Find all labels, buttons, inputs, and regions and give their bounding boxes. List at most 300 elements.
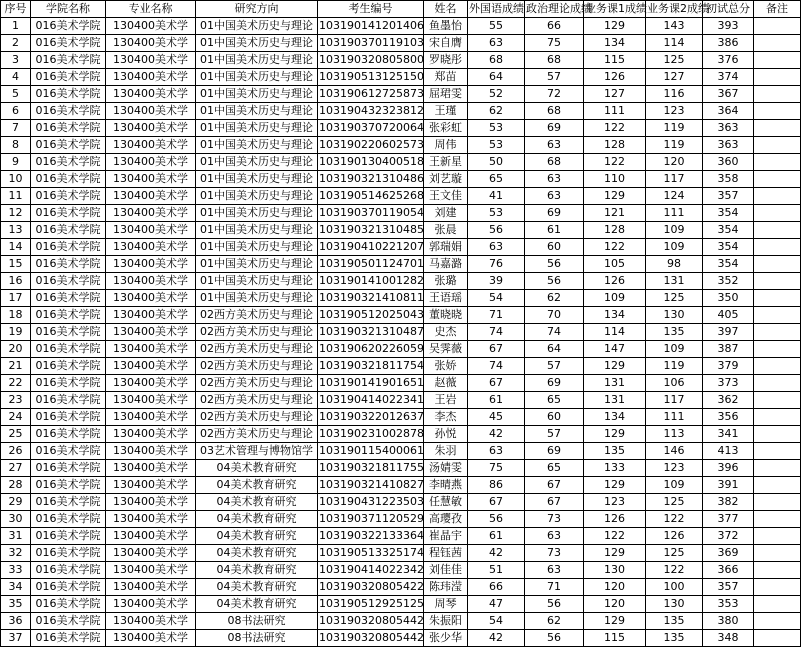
cell-name: 崔晶宇	[424, 528, 468, 545]
cell-politics: 56	[525, 256, 584, 273]
cell-name: 高璎孜	[424, 511, 468, 528]
cell-major: 130400美术学	[106, 579, 196, 596]
cell-direction: 02西方美术历史与理论	[196, 426, 318, 443]
cell-foreign-language: 53	[468, 137, 525, 154]
cell-course1: 134	[584, 307, 646, 324]
cell-college: 016美术学院	[31, 307, 106, 324]
cell-direction: 01中国美术历史与理论	[196, 222, 318, 239]
cell-exam-id: 103190321310486	[318, 171, 424, 188]
cell-direction: 04美术教育研究	[196, 494, 318, 511]
cell-direction: 01中国美术历史与理论	[196, 86, 318, 103]
cell-direction: 02西方美术历史与理论	[196, 392, 318, 409]
cell-course1: 126	[584, 273, 646, 290]
cell-foreign-language: 61	[468, 528, 525, 545]
cell-college: 016美术学院	[31, 409, 106, 426]
cell-foreign-language: 63	[468, 443, 525, 460]
cell-major: 130400美术学	[106, 137, 196, 154]
cell-direction: 04美术教育研究	[196, 460, 318, 477]
cell-direction: 02西方美术历史与理论	[196, 358, 318, 375]
cell-politics: 69	[525, 443, 584, 460]
cell-remark	[754, 613, 801, 630]
cell-course1: 131	[584, 375, 646, 392]
cell-major: 130400美术学	[106, 460, 196, 477]
cell-remark	[754, 460, 801, 477]
cell-course2: 100	[646, 579, 703, 596]
cell-exam-id: 103190321410811	[318, 290, 424, 307]
col-header-politics: 政治理论成绩	[525, 1, 584, 18]
cell-major: 130400美术学	[106, 477, 196, 494]
cell-index: 10	[1, 171, 31, 188]
cell-exam-id: 103190512925125	[318, 596, 424, 613]
cell-course2: 146	[646, 443, 703, 460]
cell-total: 369	[703, 545, 754, 562]
cell-foreign-language: 67	[468, 341, 525, 358]
cell-name: 王瑾	[424, 103, 468, 120]
cell-name: 孙悦	[424, 426, 468, 443]
cell-name: 张少华	[424, 630, 468, 647]
cell-politics: 68	[525, 52, 584, 69]
cell-remark	[754, 358, 801, 375]
table-body	[1, 18, 801, 647]
cell-college: 016美术学院	[31, 341, 106, 358]
cell-total: 352	[703, 273, 754, 290]
cell-name: 宋自膺	[424, 35, 468, 52]
cell-major: 130400美术学	[106, 154, 196, 171]
cell-course2: 135	[646, 324, 703, 341]
cell-college: 016美术学院	[31, 205, 106, 222]
cell-major: 130400美术学	[106, 171, 196, 188]
table-row	[1, 511, 801, 528]
cell-college: 016美术学院	[31, 511, 106, 528]
cell-course1: 129	[584, 188, 646, 205]
cell-course1: 126	[584, 511, 646, 528]
cell-foreign-language: 41	[468, 188, 525, 205]
cell-exam-id: 103190612725873	[318, 86, 424, 103]
cell-remark	[754, 528, 801, 545]
cell-foreign-language: 45	[468, 409, 525, 426]
cell-remark	[754, 443, 801, 460]
cell-name: 朱振阳	[424, 613, 468, 630]
cell-course2: 109	[646, 477, 703, 494]
cell-remark	[754, 375, 801, 392]
cell-major: 130400美术学	[106, 613, 196, 630]
cell-total: 356	[703, 409, 754, 426]
cell-course2: 131	[646, 273, 703, 290]
cell-exam-id: 103190321410827	[318, 477, 424, 494]
col-header-exam-id: 考生编号	[318, 1, 424, 18]
cell-name: 屈珺雯	[424, 86, 468, 103]
col-header-course2: 业务课2成绩	[646, 1, 703, 18]
cell-foreign-language: 56	[468, 511, 525, 528]
cell-politics: 65	[525, 460, 584, 477]
cell-course2: 117	[646, 171, 703, 188]
table-row	[1, 188, 801, 205]
cell-major: 130400美术学	[106, 120, 196, 137]
cell-politics: 73	[525, 511, 584, 528]
cell-major: 130400美术学	[106, 426, 196, 443]
cell-foreign-language: 63	[468, 35, 525, 52]
cell-exam-id: 103190512025043	[318, 307, 424, 324]
cell-foreign-language: 56	[468, 222, 525, 239]
cell-course1: 123	[584, 494, 646, 511]
cell-index: 7	[1, 120, 31, 137]
cell-index: 34	[1, 579, 31, 596]
cell-exam-id: 103190322133364	[318, 528, 424, 545]
cell-foreign-language: 65	[468, 171, 525, 188]
cell-index: 25	[1, 426, 31, 443]
cell-name: 周伟	[424, 137, 468, 154]
cell-college: 016美术学院	[31, 239, 106, 256]
cell-direction: 01中国美术历史与理论	[196, 290, 318, 307]
cell-course1: 129	[584, 545, 646, 562]
cell-direction: 01中国美术历史与理论	[196, 256, 318, 273]
cell-college: 016美术学院	[31, 273, 106, 290]
table-row	[1, 562, 801, 579]
table-row	[1, 52, 801, 69]
cell-foreign-language: 68	[468, 52, 525, 69]
cell-foreign-language: 50	[468, 154, 525, 171]
table-row	[1, 69, 801, 86]
cell-direction: 02西方美术历史与理论	[196, 409, 318, 426]
table-row	[1, 341, 801, 358]
cell-college: 016美术学院	[31, 18, 106, 35]
cell-remark	[754, 205, 801, 222]
table-row	[1, 35, 801, 52]
table-row	[1, 256, 801, 273]
cell-course2: 109	[646, 239, 703, 256]
cell-name: 刘艺璇	[424, 171, 468, 188]
cell-course2: 125	[646, 290, 703, 307]
cell-name: 任慧敏	[424, 494, 468, 511]
cell-major: 130400美术学	[106, 239, 196, 256]
cell-index: 11	[1, 188, 31, 205]
cell-direction: 01中国美术历史与理论	[196, 154, 318, 171]
cell-major: 130400美术学	[106, 511, 196, 528]
cell-total: 354	[703, 256, 754, 273]
col-header-name: 姓名	[424, 1, 468, 18]
cell-remark	[754, 426, 801, 443]
cell-remark	[754, 630, 801, 647]
cell-politics: 62	[525, 290, 584, 307]
cell-politics: 68	[525, 154, 584, 171]
cell-total: 350	[703, 290, 754, 307]
cell-index: 8	[1, 137, 31, 154]
cell-index: 12	[1, 205, 31, 222]
cell-course1: 130	[584, 562, 646, 579]
cell-course2: 111	[646, 205, 703, 222]
cell-total: 362	[703, 392, 754, 409]
cell-exam-id: 103190130400518	[318, 154, 424, 171]
table-row	[1, 171, 801, 188]
cell-remark	[754, 596, 801, 613]
cell-total: 367	[703, 86, 754, 103]
cell-politics: 65	[525, 392, 584, 409]
table-row	[1, 324, 801, 341]
cell-index: 36	[1, 613, 31, 630]
cell-index: 21	[1, 358, 31, 375]
cell-major: 130400美术学	[106, 358, 196, 375]
cell-direction: 01中国美术历史与理论	[196, 205, 318, 222]
cell-course1: 122	[584, 239, 646, 256]
cell-politics: 60	[525, 409, 584, 426]
cell-name: 王岩	[424, 392, 468, 409]
table-row	[1, 307, 801, 324]
cell-remark	[754, 273, 801, 290]
cell-total: 393	[703, 18, 754, 35]
cell-major: 130400美术学	[106, 205, 196, 222]
cell-major: 130400美术学	[106, 324, 196, 341]
cell-total: 353	[703, 596, 754, 613]
cell-college: 016美术学院	[31, 120, 106, 137]
cell-major: 130400美术学	[106, 188, 196, 205]
cell-remark	[754, 188, 801, 205]
cell-exam-id: 103190321310485	[318, 222, 424, 239]
cell-major: 130400美术学	[106, 103, 196, 120]
cell-remark	[754, 477, 801, 494]
cell-index: 24	[1, 409, 31, 426]
cell-course1: 129	[584, 613, 646, 630]
table-row	[1, 426, 801, 443]
cell-direction: 04美术教育研究	[196, 596, 318, 613]
cell-course1: 115	[584, 630, 646, 647]
cell-direction: 02西方美术历史与理论	[196, 324, 318, 341]
cell-exam-id: 103190513125150	[318, 69, 424, 86]
cell-major: 130400美术学	[106, 375, 196, 392]
cell-name: 陈玮滢	[424, 579, 468, 596]
cell-course2: 123	[646, 103, 703, 120]
cell-course1: 126	[584, 69, 646, 86]
cell-major: 130400美术学	[106, 307, 196, 324]
cell-remark	[754, 239, 801, 256]
cell-name: 马嘉潞	[424, 256, 468, 273]
cell-politics: 69	[525, 205, 584, 222]
cell-total: 387	[703, 341, 754, 358]
cell-college: 016美术学院	[31, 324, 106, 341]
table-row	[1, 494, 801, 511]
cell-remark	[754, 52, 801, 69]
table-row	[1, 375, 801, 392]
cell-politics: 63	[525, 137, 584, 154]
cell-remark	[754, 562, 801, 579]
cell-major: 130400美术学	[106, 35, 196, 52]
cell-college: 016美术学院	[31, 290, 106, 307]
cell-course2: 106	[646, 375, 703, 392]
cell-index: 1	[1, 18, 31, 35]
cell-index: 29	[1, 494, 31, 511]
cell-course1: 127	[584, 86, 646, 103]
cell-major: 130400美术学	[106, 545, 196, 562]
cell-exam-id: 103190321310487	[318, 324, 424, 341]
cell-index: 35	[1, 596, 31, 613]
cell-name: 程钰茜	[424, 545, 468, 562]
cell-major: 130400美术学	[106, 273, 196, 290]
cell-total: 366	[703, 562, 754, 579]
cell-total: 364	[703, 103, 754, 120]
cell-index: 33	[1, 562, 31, 579]
cell-direction: 01中国美术历史与理论	[196, 35, 318, 52]
cell-course2: 135	[646, 613, 703, 630]
cell-course1: 147	[584, 341, 646, 358]
cell-direction: 01中国美术历史与理论	[196, 18, 318, 35]
cell-total: 360	[703, 154, 754, 171]
cell-index: 19	[1, 324, 31, 341]
cell-foreign-language: 42	[468, 630, 525, 647]
cell-remark	[754, 256, 801, 273]
cell-total: 354	[703, 222, 754, 239]
cell-name: 董晓晓	[424, 307, 468, 324]
cell-name: 周琴	[424, 596, 468, 613]
cell-name: 朱羽	[424, 443, 468, 460]
cell-course1: 121	[584, 205, 646, 222]
cell-course2: 122	[646, 511, 703, 528]
cell-politics: 63	[525, 562, 584, 579]
cell-politics: 74	[525, 324, 584, 341]
cell-name: 刘佳佳	[424, 562, 468, 579]
cell-remark	[754, 545, 801, 562]
cell-course2: 125	[646, 52, 703, 69]
table-row	[1, 120, 801, 137]
cell-remark	[754, 171, 801, 188]
col-header-index: 序号	[1, 1, 31, 18]
cell-college: 016美术学院	[31, 613, 106, 630]
cell-course1: 134	[584, 409, 646, 426]
cell-course1: 135	[584, 443, 646, 460]
cell-direction: 02西方美术历史与理论	[196, 307, 318, 324]
cell-course1: 129	[584, 477, 646, 494]
cell-exam-id: 103190410221207	[318, 239, 424, 256]
cell-index: 27	[1, 460, 31, 477]
cell-politics: 75	[525, 35, 584, 52]
cell-course1: 110	[584, 171, 646, 188]
cell-major: 130400美术学	[106, 69, 196, 86]
cell-course2: 111	[646, 409, 703, 426]
cell-exam-id: 103190370119054	[318, 205, 424, 222]
cell-remark	[754, 222, 801, 239]
cell-politics: 60	[525, 239, 584, 256]
cell-exam-id: 103190414022341	[318, 392, 424, 409]
cell-total: 374	[703, 69, 754, 86]
col-header-total: 初试总分	[703, 1, 754, 18]
cell-total: 372	[703, 528, 754, 545]
cell-foreign-language: 71	[468, 307, 525, 324]
cell-college: 016美术学院	[31, 222, 106, 239]
col-header-college: 学院名称	[31, 1, 106, 18]
cell-direction: 01中国美术历史与理论	[196, 137, 318, 154]
cell-politics: 57	[525, 69, 584, 86]
cell-index: 17	[1, 290, 31, 307]
cell-college: 016美术学院	[31, 375, 106, 392]
cell-politics: 64	[525, 341, 584, 358]
table-row	[1, 579, 801, 596]
cell-foreign-language: 67	[468, 375, 525, 392]
cell-remark	[754, 307, 801, 324]
cell-college: 016美术学院	[31, 579, 106, 596]
cell-exam-id: 103190370119103	[318, 35, 424, 52]
cell-politics: 56	[525, 273, 584, 290]
cell-foreign-language: 53	[468, 120, 525, 137]
table-row	[1, 103, 801, 120]
cell-politics: 63	[525, 171, 584, 188]
cell-remark	[754, 324, 801, 341]
cell-direction: 01中国美术历史与理论	[196, 120, 318, 137]
cell-college: 016美术学院	[31, 528, 106, 545]
cell-direction: 02西方美术历史与理论	[196, 375, 318, 392]
cell-major: 130400美术学	[106, 222, 196, 239]
cell-major: 130400美术学	[106, 86, 196, 103]
cell-major: 130400美术学	[106, 562, 196, 579]
table-header-row	[1, 1, 801, 18]
cell-remark	[754, 341, 801, 358]
cell-name: 王语瑶	[424, 290, 468, 307]
cell-college: 016美术学院	[31, 426, 106, 443]
table-row	[1, 460, 801, 477]
cell-course2: 124	[646, 188, 703, 205]
cell-college: 016美术学院	[31, 171, 106, 188]
cell-index: 18	[1, 307, 31, 324]
cell-foreign-language: 62	[468, 103, 525, 120]
cell-name: 吴霁薇	[424, 341, 468, 358]
cell-total: 413	[703, 443, 754, 460]
cell-total: 363	[703, 120, 754, 137]
cell-total: 357	[703, 579, 754, 596]
cell-course1: 109	[584, 290, 646, 307]
cell-foreign-language: 47	[468, 596, 525, 613]
cell-college: 016美术学院	[31, 477, 106, 494]
cell-major: 130400美术学	[106, 443, 196, 460]
cell-index: 22	[1, 375, 31, 392]
cell-exam-id: 103190501124701	[318, 256, 424, 273]
cell-exam-id: 103190432323812	[318, 103, 424, 120]
cell-name: 王文佳	[424, 188, 468, 205]
cell-course2: 130	[646, 307, 703, 324]
cell-remark	[754, 35, 801, 52]
cell-course2: 143	[646, 18, 703, 35]
cell-remark	[754, 392, 801, 409]
table-row	[1, 630, 801, 647]
cell-college: 016美术学院	[31, 443, 106, 460]
cell-course1: 133	[584, 460, 646, 477]
cell-politics: 56	[525, 630, 584, 647]
cell-total: 379	[703, 358, 754, 375]
table-row	[1, 18, 801, 35]
cell-index: 13	[1, 222, 31, 239]
cell-foreign-language: 74	[468, 358, 525, 375]
cell-index: 26	[1, 443, 31, 460]
table-row	[1, 477, 801, 494]
cell-course2: 119	[646, 358, 703, 375]
cell-foreign-language: 52	[468, 86, 525, 103]
cell-total: 396	[703, 460, 754, 477]
cell-college: 016美术学院	[31, 154, 106, 171]
cell-foreign-language: 42	[468, 545, 525, 562]
cell-college: 016美术学院	[31, 137, 106, 154]
cell-course2: 114	[646, 35, 703, 52]
table-row	[1, 205, 801, 222]
cell-course2: 119	[646, 120, 703, 137]
cell-foreign-language: 54	[468, 290, 525, 307]
cell-direction: 01中国美术历史与理论	[196, 273, 318, 290]
cell-college: 016美术学院	[31, 52, 106, 69]
cell-politics: 61	[525, 222, 584, 239]
cell-exam-id: 103190321811754	[318, 358, 424, 375]
cell-politics: 69	[525, 375, 584, 392]
cell-exam-id: 103190141901651	[318, 375, 424, 392]
cell-course1: 122	[584, 154, 646, 171]
cell-course1: 105	[584, 256, 646, 273]
cell-college: 016美术学院	[31, 86, 106, 103]
cell-foreign-language: 86	[468, 477, 525, 494]
cell-college: 016美术学院	[31, 596, 106, 613]
